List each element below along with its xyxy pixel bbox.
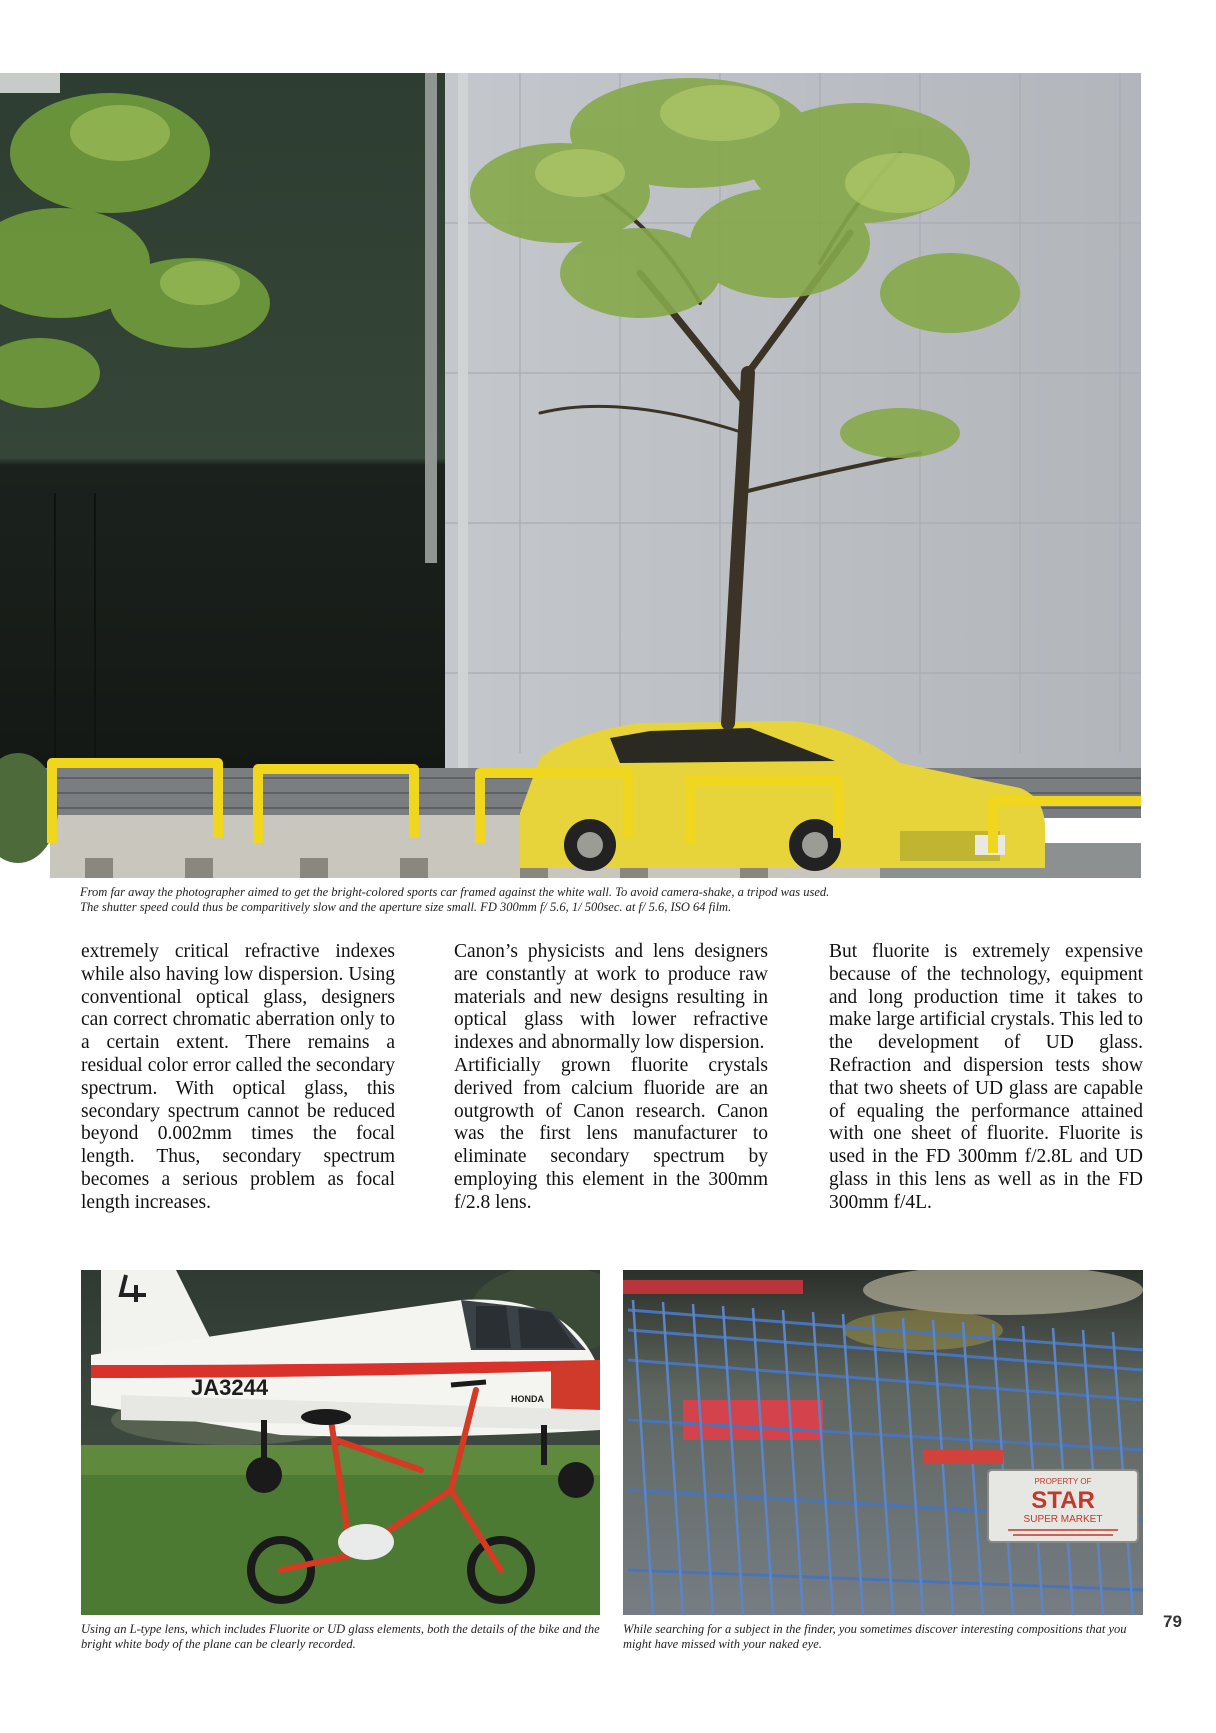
page-number: 79 [1163,1612,1182,1631]
sign-supermarket: SUPER MARKET [1023,1514,1103,1525]
plane-registration: JA3244 [191,1375,269,1400]
top-caption-line-2: The shutter speed could thus be comparitively slow and the aperture size small. FD 300mm f/ 5.6, 1/ 500sec. at f/ 5.6, ISO 64 film. [80,900,732,914]
shopping-cart-photo [623,1270,1143,1615]
text-column-1 [81,941,395,1215]
top-caption-line-1: From far away the photographer aimed to get the bright-colored sports car framed against the white wall. To avoid camera-shake, a tripod was used. [80,885,830,899]
sign-star: STAR [1031,1487,1095,1514]
text-column-3 [829,941,1143,1215]
sports-car-photo [0,73,1141,878]
paragraph: extremely critical refractive indexes while also having low dispersion. Using conventional optical glass, designers can correct chromatic aberration only to a certain extent. There remains a residual color error called the secondary spectrum. With optical glass, this secondary spectrum cannot be reduced beyond 0.002mm times the focal length. Thus, secondary spectrum becomes a serious problem as focal length increases. [81,941,395,1213]
paragraph: Canon’s physicists and lens designers are constantly at work to produce raw materials and new designs resulting in optical glass with lower refractive indexes and abnormally low dispersion. [454,941,768,1054]
airplane-bicycle-photo [81,1270,600,1615]
text-column-2 [454,941,768,1215]
paragraph: Artificially grown fluorite crystals derived from calcium fluoride are an outgrowth of Canon research. Canon was the first lens manufacturer to eliminate secondary spectrum by employing this element in the 300mm f/2.8 lens. [454,1054,768,1213]
bottom-right-caption: While searching for a subject in the finder, you sometimes discover interesting compositions that you might have missed with your naked eye. [623,1622,1127,1651]
sign-property-of: PROPERTY OF [1034,1477,1092,1486]
top-photo-caption [80,885,1140,915]
paragraph: But fluorite is extremely expensive because of the technology, equipment and long production time it takes to make large artificial crystals. This led to the development of UD glass. Refraction and dispersion tests show that two sheets of UD glass are capable of equaling the performance attained with one sheet of fluorite. Fluorite is used in the FD 300mm f/2.8L and UD glass in this lens as well as in the FD 300mm f/4L. [829,941,1143,1213]
bottom-left-caption: Using an L-type lens, which includes Fluorite or UD glass elements, both the details of the bike and the bright white body of the plane can be clearly recorded. [81,1622,600,1651]
plane-brand: HONDA [511,1394,544,1404]
